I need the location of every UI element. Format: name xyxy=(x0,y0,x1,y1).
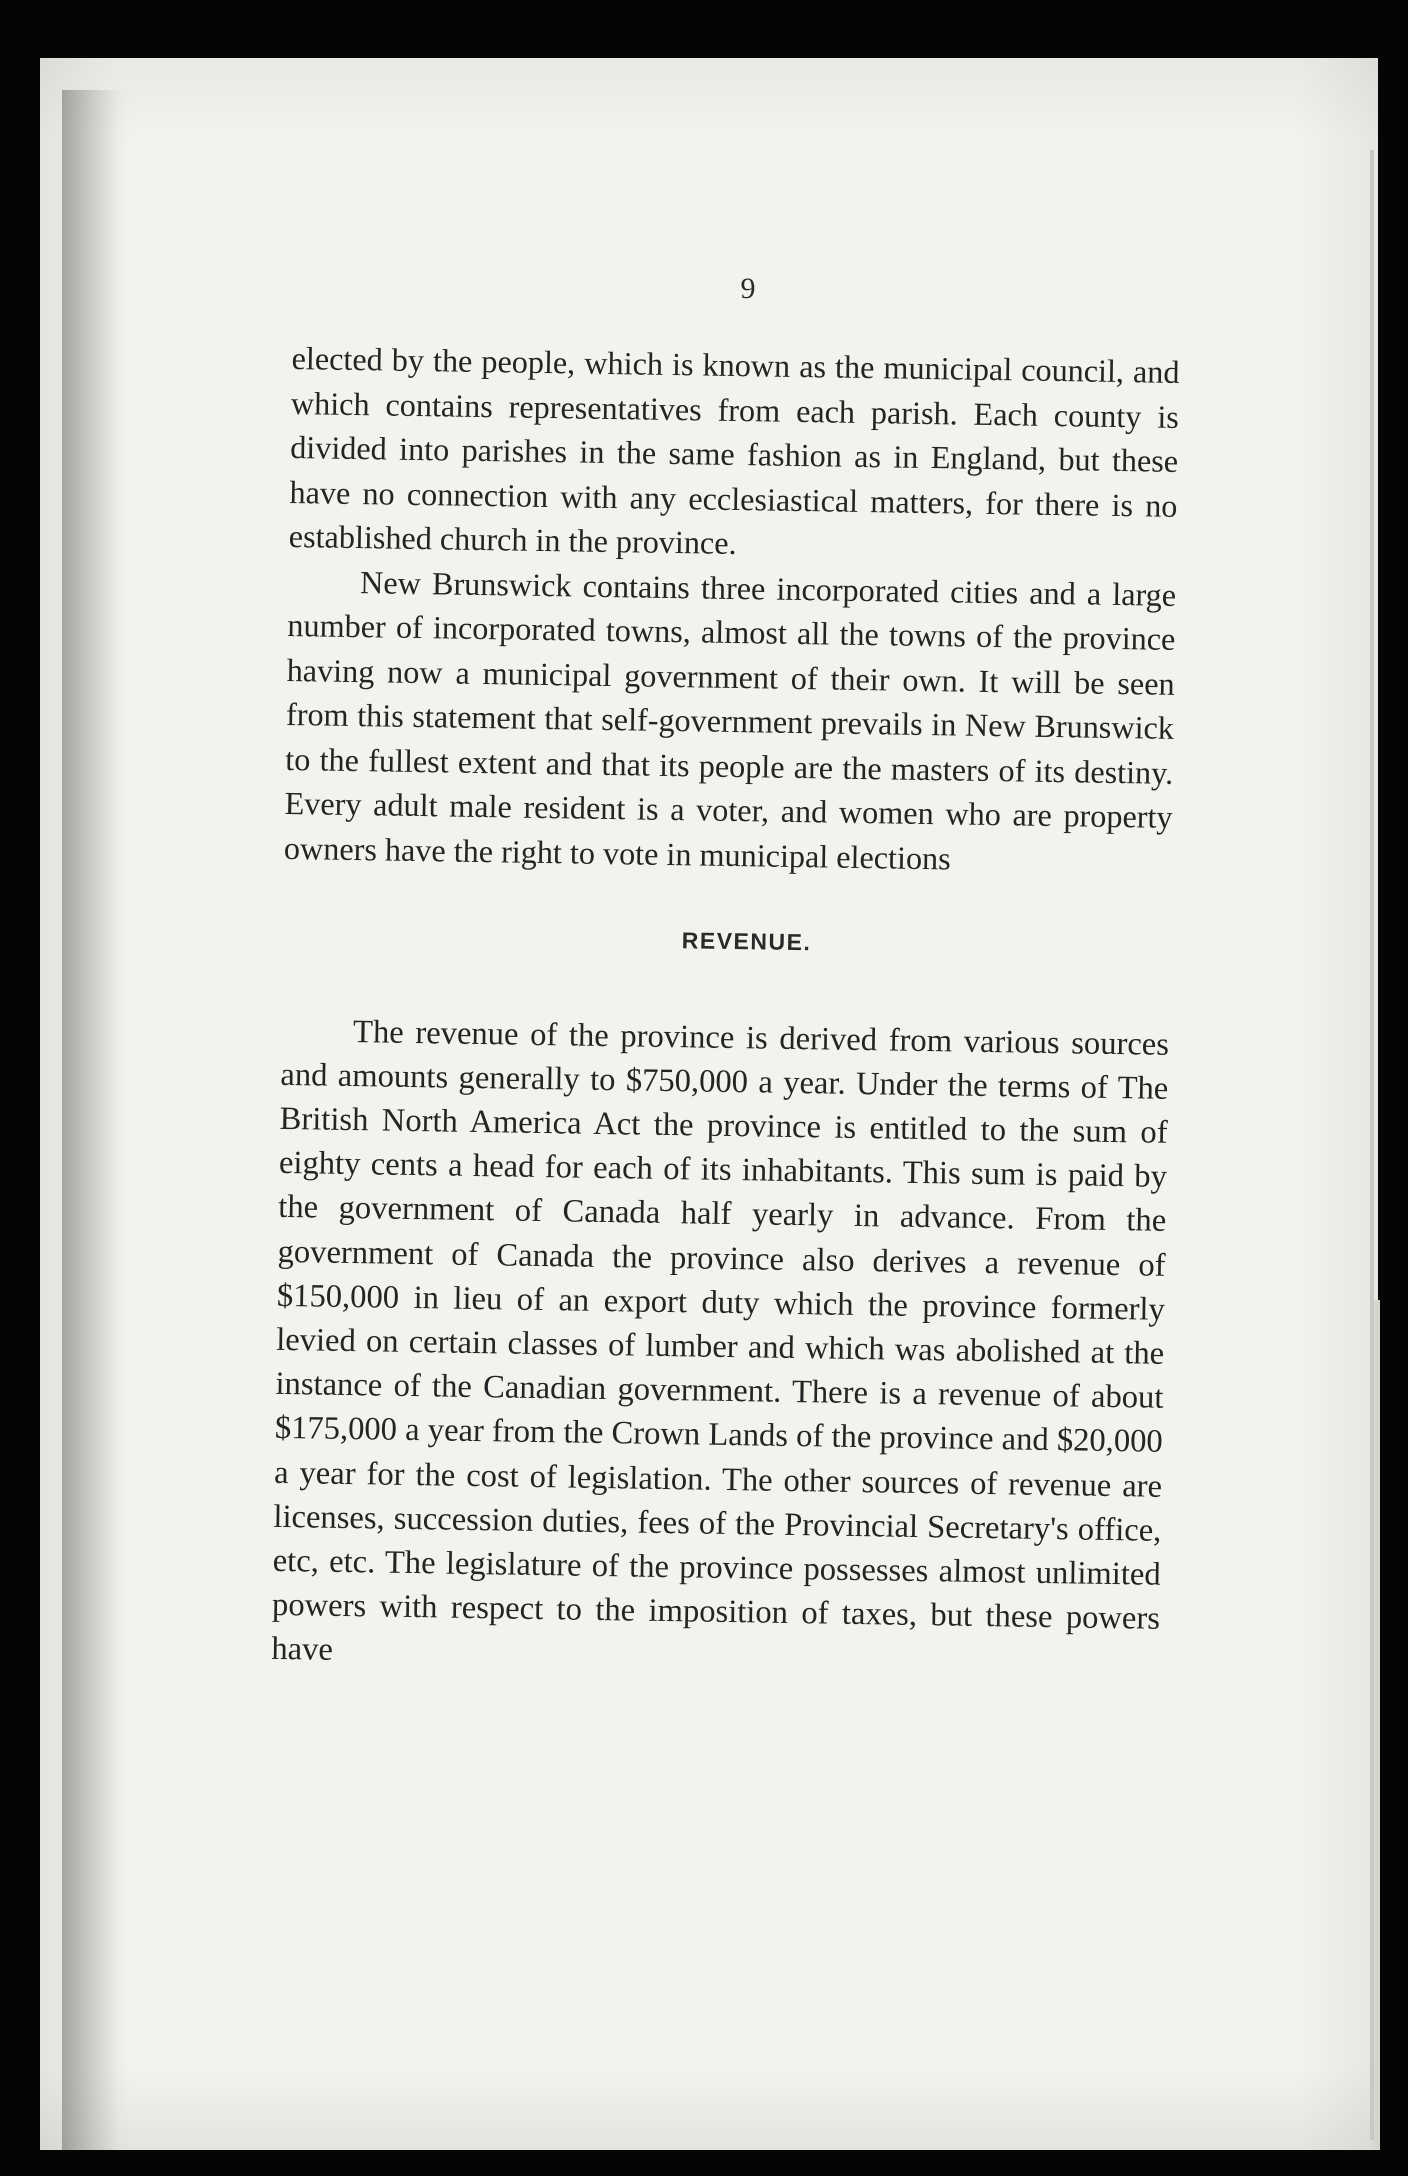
paragraph-municipal-council: elected by the people, which is known as the municipal council, and which contains representatives from each parish. Each county is divided into parishes in the same fashion as in England, but these have no connection with any ecclesiastical matters, for there is no established church in the province. xyxy=(288,339,1180,562)
page-number: 9 xyxy=(740,272,756,305)
paragraph-revenue: The revenue of the province is derived from various sources and amounts generally to $750,000 a year. Under the terms of The British North America Act the province is entitled to the sum of eighty cents a head for each of its inhabitants. This sum is paid by the government of Canada half yearly in advance. From the government of Canada the province also derives a revenue of $150,000 in lieu of an export duty which the province formerly levied on certain classes of lumber and which was abolished at the instance of the Canadian government. There is a revenue of about $175,000 a year from the Crown Lands of the province and $20,000 a year for the cost of legislation. The other sources of revenue are licenses, succession duties, fees of the Provincial Secretary's office, etc, etc. The legislature of the province possesses almost unlimited powers with respect to the imposition of taxes, but these powers have xyxy=(271,1013,1170,1669)
paragraph-incorporated-cities: New Brunswick contains three incorporated cities and a large number of incorporated towns, almost all the towns of the province having now a municipal government of their own. It will be seen from this statement that self-government prevails in New Brunswick to the fullest extent and that its people are the masters of its destiny. Every adult male resident is a voter, and women who are property owners have the right to vote in municipal elections xyxy=(283,563,1177,876)
page-edge-right xyxy=(1370,150,1374,2140)
section-heading-revenue: REVENUE. xyxy=(681,927,812,956)
page-edge xyxy=(1374,1300,1380,2150)
binding-shadow xyxy=(62,90,132,2150)
body-text xyxy=(271,336,1180,1685)
